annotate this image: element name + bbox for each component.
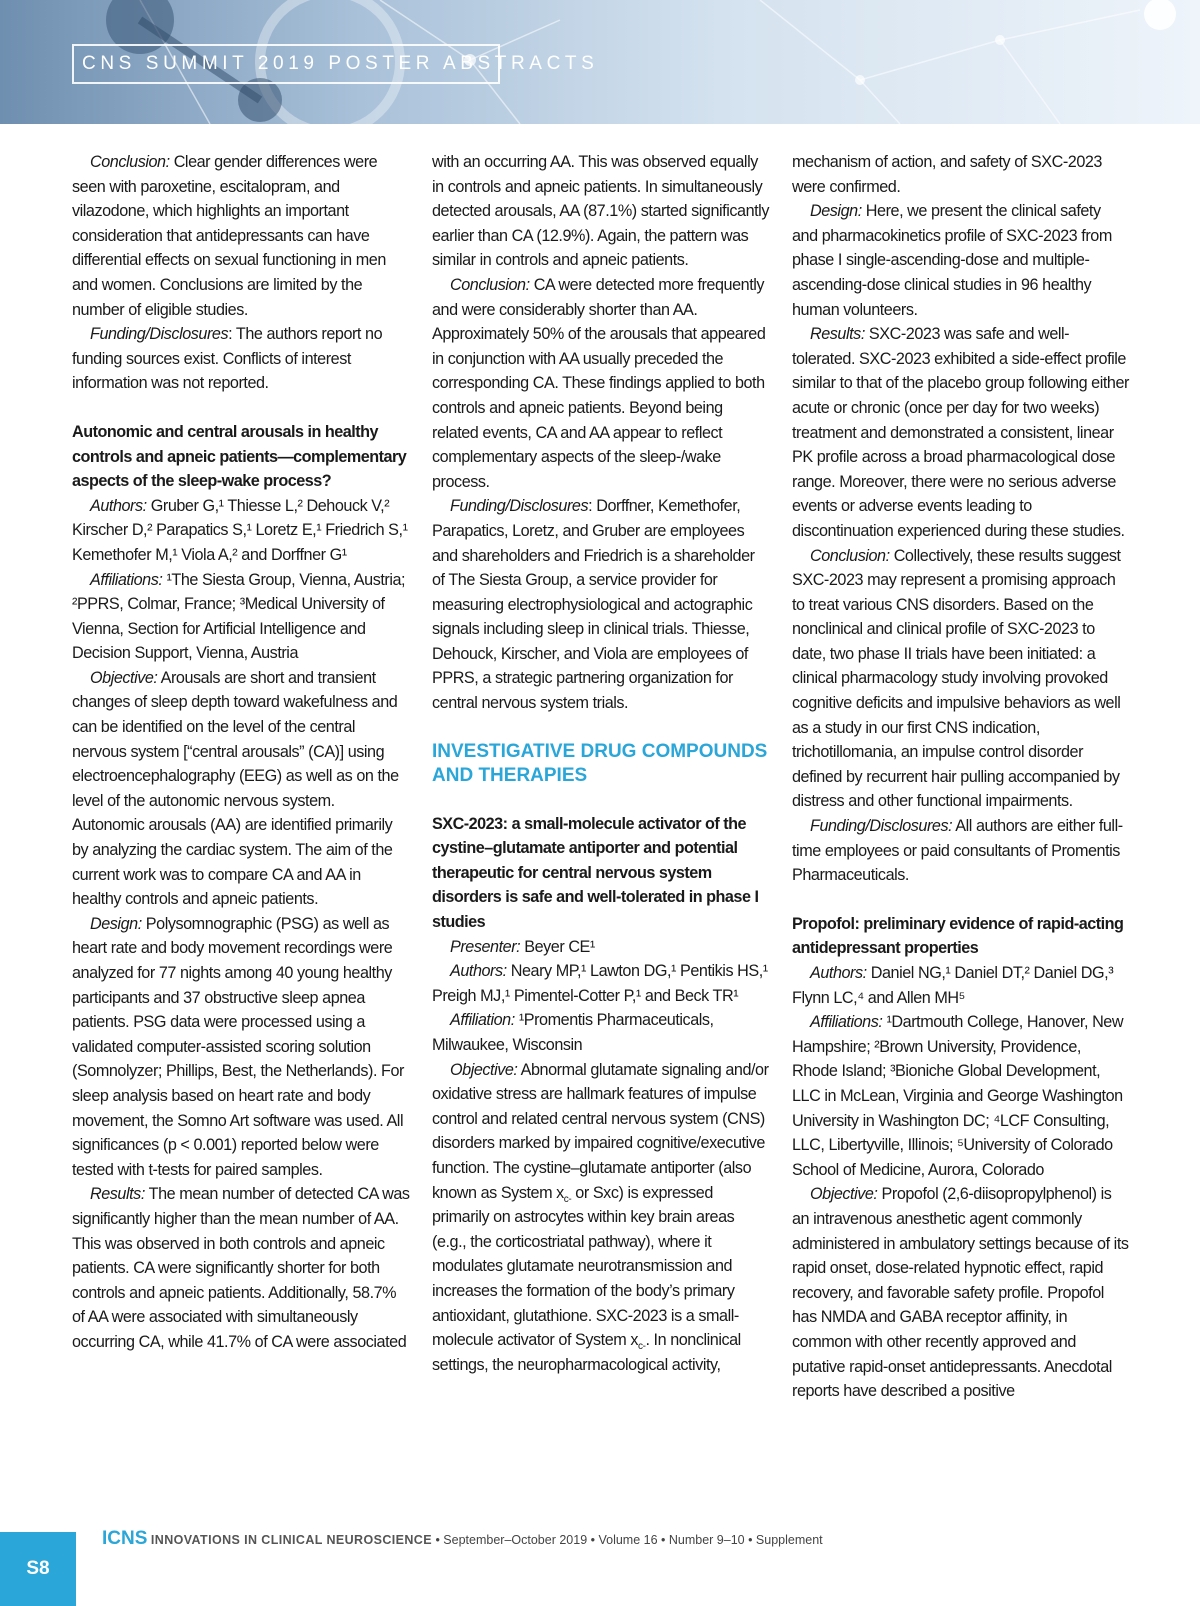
text: Neary MP,¹ Lawton DG,¹ Pentikis HS,¹ Preigh MJ,¹ Pimentel-Cotter P,¹ and Beck TR¹ [432, 962, 768, 1005]
paragraph: mechanism of action, and safety of SXC-2023 were confirmed. [792, 153, 1102, 196]
text: Polysomnographic (PSG) as well as heart rate and body movement recordings were analyzed for 77 nights among 40 young healthy participants and 37 obstructive sleep apnea patients. PSG data were processed using a validated computer-assisted scoring solution (Somnolyzer; Phillips, Best, the Netherlands). For sleep analysis based on heart rate and body movement, the Somno Art software was used. All significances (p < 0.001) reported below were tested with t-tests for paired samples. [72, 914, 404, 1179]
abstract-title: Propofol: preliminary evidence of rapid-acting antidepressant properties [792, 914, 1124, 958]
paragraph [792, 199, 1130, 322]
text: CA were detected more frequently and were considerably shorter than AA. Approximately 50% of the arousals that appeared in conjunction with AA usually preceded the corresponding CA. These findings applied to both controls and apneic patients. Beyond being related events, CA and AA appear to reflect complementary aspects of the sleep-/wake process. [432, 275, 766, 491]
paragraph [72, 494, 410, 568]
text: : The authors report no funding sources exist. Conflicts of interest information was not reported. [72, 325, 383, 393]
section-heading: INVESTIGATIVE DRUG COMPOUNDS AND THERAPIES [432, 740, 768, 786]
label: Funding/Disclosures: [810, 817, 953, 836]
subscript: c- [563, 1193, 572, 1205]
label: Funding/Disclosures [90, 325, 229, 344]
paragraph [72, 912, 410, 1183]
text: ¹Promentis Pharmaceuticals, Milwaukee, Wisconsin [432, 1011, 714, 1054]
footer-citation [102, 1528, 823, 1550]
label: Conclusion: [810, 546, 890, 565]
label: Authors: [810, 964, 867, 982]
text: Propofol (2,6-diisopropylphenol) is an intravenous anesthetic agent commonly administered in ambulatory settings because of its rapid onset, dose-related hypnotic effect, rapid recovery, and favorable safety profile. Propofol has NMDA and GABA receptor affinity, in common with other recently approved and putative rapid-onset antidepressants. Anecdotal reports have described a positive [792, 1185, 1129, 1401]
label: Affiliations: [810, 1013, 883, 1032]
label: Funding/Disclosures [450, 497, 589, 516]
paragraph [792, 961, 1130, 1010]
journal-brand: ICNS [102, 1528, 148, 1549]
label: Conclusion: [90, 153, 170, 171]
paragraph [72, 150, 410, 322]
label: Affiliations: [90, 570, 163, 589]
journal-name: INNOVATIONS IN CLINICAL NEUROSCIENCE [150, 1533, 432, 1547]
text: All authors are either full-time employees or paid consultants of Promentis Pharmaceuticals. [792, 817, 1123, 885]
paragraph [72, 568, 410, 666]
text: Abnormal glutamate signaling and/or oxidative stress are hallmark features of impulse control and related central nervous system (CNS) disorders marked by impaired cognitive/executive function. The cystine–glutamate antiporter (also known as System x [432, 1060, 769, 1202]
text: Clear gender differences were seen with paroxetine, escitalopram, and vilazodone, which highlights an important consideration that antidepressants can have differential effects on sexual functioning in men and women. Conclusions are limited by the number of eligible studies. [72, 153, 386, 319]
label: Results: [810, 325, 865, 344]
paragraph: with an occurring AA. This was observed equally in controls and apneic patients. In simultaneously detected arousals, AA (87.1%) started significantly earlier than CA (12.9%). Again, the pattern was similar in controls and apneic patients. [432, 153, 769, 270]
abstract-title: Autonomic and central arousals in healthy controls and apneic patients—complementary aspects of the sleep-wake process? [72, 422, 407, 491]
paragraph [432, 1058, 770, 1378]
text: Gruber G,¹ Thiesse L,² Dehouck V,² Kirscher D,² Parapatics S,¹ Loretz E,¹ Friedrich S,¹ Kemethofer M,¹ Viola A,² and Dorffner G¹ [72, 496, 408, 564]
label: Design: [90, 914, 142, 933]
label: Objective: [450, 1060, 518, 1079]
issue-info: • September–October 2019 • Volume 16 • Number 9–10 • Supplement [431, 1533, 823, 1547]
text: Daniel NG,¹ Daniel DT,² Daniel DG,³ Flynn LC,⁴ and Allen MH⁵ [792, 964, 1114, 1007]
text: . In nonclinical settings, the neuropharmacological activity, [432, 1331, 741, 1374]
text: ¹The Siesta Group, Vienna, Austria; ²PPRS, Colmar, France; ³Medical University of Vienna, Section for Artificial Intelligence and Decision Support, Vienna, Austria [72, 570, 406, 663]
text: SXC-2023 was safe and well-tolerated. SXC-2023 exhibited a side-effect profile similar to that of the placebo group following either acute or chronic (once per day for two weeks) treatment and demonstrated a consistent, linear PK profile across a broad pharmacological dose range. Moreover, there were no serious adverse events or adverse events leading to discontinuation experienced during these studies. [792, 325, 1129, 540]
paragraph [792, 814, 1130, 888]
paragraph [792, 1182, 1130, 1403]
paragraph [432, 1008, 770, 1057]
paragraph [72, 666, 410, 912]
label: Affiliation: [450, 1011, 515, 1030]
paragraph [792, 1010, 1130, 1182]
column-3 [792, 150, 1130, 1404]
text: : Dorffner, Kemethofer, Parapatics, Loretz, and Gruber are employees and shareholders and Friedrich is a shareholder of The Siesta Group, a service provider for measuring electrophysiological and actographic signals including sleep in clinical trials. Thiesse, Dehouck, Kirscher, and Viola are employees of PPRS, a strategic partnering organization for central nervous system trials. [432, 497, 755, 713]
paragraph [72, 322, 410, 396]
label: Authors: [450, 962, 507, 981]
header-banner [0, 0, 1200, 124]
label: Design: [810, 202, 862, 221]
column-1 [72, 150, 410, 1355]
label: Results: [90, 1185, 145, 1204]
paragraph [792, 544, 1130, 815]
label: Presenter: [450, 937, 521, 956]
paragraph [72, 1182, 410, 1354]
text: Arousals are short and transient changes of sleep depth toward wakefulness and can be identified on the level of the central nervous system [“central arousals” (CA)] using electroencephalography (EEG) as well as on the level of the autonomic nervous system. Autonomic arousals (AA) are identified primarily by analyzing the cardiac system. The aim of the current work was to compare CA and AA in healthy controls and apneic patients. [72, 668, 399, 909]
page-number: S8 [0, 1532, 76, 1606]
text: ¹Dartmouth College, Hanover, New Hampshire; ²Brown University, Providence, Rhode Island; ³Bioniche Global Development, LLC in McLean, Virginia and George Washington University in Washington DC; ⁴LCF Consulting, LLC, Libertyville, Illinois; ⁵University of Colorado School of Medicine, Aurora, Colorado [792, 1013, 1124, 1179]
column-2 [432, 150, 770, 1377]
label: Objective: [90, 668, 158, 687]
text: or Sxc) is expressed primarily on astrocytes within key brain areas (e.g., the corticostriatal pathway), where it modulates glutamate neurotransmission and increases the formation of the body’s primary antioxidant, glutathione. SXC-2023 is a small-molecule activator of System x [432, 1183, 739, 1350]
paragraph [432, 273, 770, 494]
text: Here, we present the clinical safety and pharmacokinetics profile of SXC-2023 from phase I single-ascending-dose and multiple-ascending-dose clinical studies in 96 healthy human volunteers. [792, 202, 1112, 319]
paragraph [432, 494, 770, 715]
text: Collectively, these results suggest SXC-2023 may represent a promising approach to treat various CNS disorders. Based on the nonclinical and clinical profile of SXC-2023 to date, two phase II trials have been initiated: a clinical pharmacology study involving provoked cognitive deficits and impulsive behaviors as well as a study in our first CNS indication, trichotillomania, an impulse control disorder defined by recurrent hair pulling accompanied by distress and other functional impairments. [792, 546, 1121, 811]
paragraph [432, 959, 770, 1008]
text: Beyer CE¹ [520, 937, 595, 956]
banner-title: CNS SUMMIT 2019 POSTER ABSTRACTS [82, 53, 599, 74]
abstract-title: SXC-2023: a small-molecule activator of the cystine–glutamate antiporter and potential therapeutic for central nervous system disorders is safe and well-tolerated in phase I studies [432, 814, 759, 932]
label: Objective: [810, 1185, 878, 1204]
label: Authors: [90, 496, 147, 515]
paragraph [792, 322, 1130, 543]
banner-title-box [72, 44, 599, 84]
text: The mean number of detected CA was significantly higher than the mean number of AA. This was observed in both controls and apneic patients. CA were significantly shorter for both controls and apneic patients. Additionally, 58.7% of AA were associated with simultaneously occurring CA, while 41.7% of CA were associated [72, 1185, 410, 1351]
subscript: c- [638, 1341, 646, 1353]
label: Conclusion: [450, 275, 530, 294]
paragraph [432, 935, 770, 960]
